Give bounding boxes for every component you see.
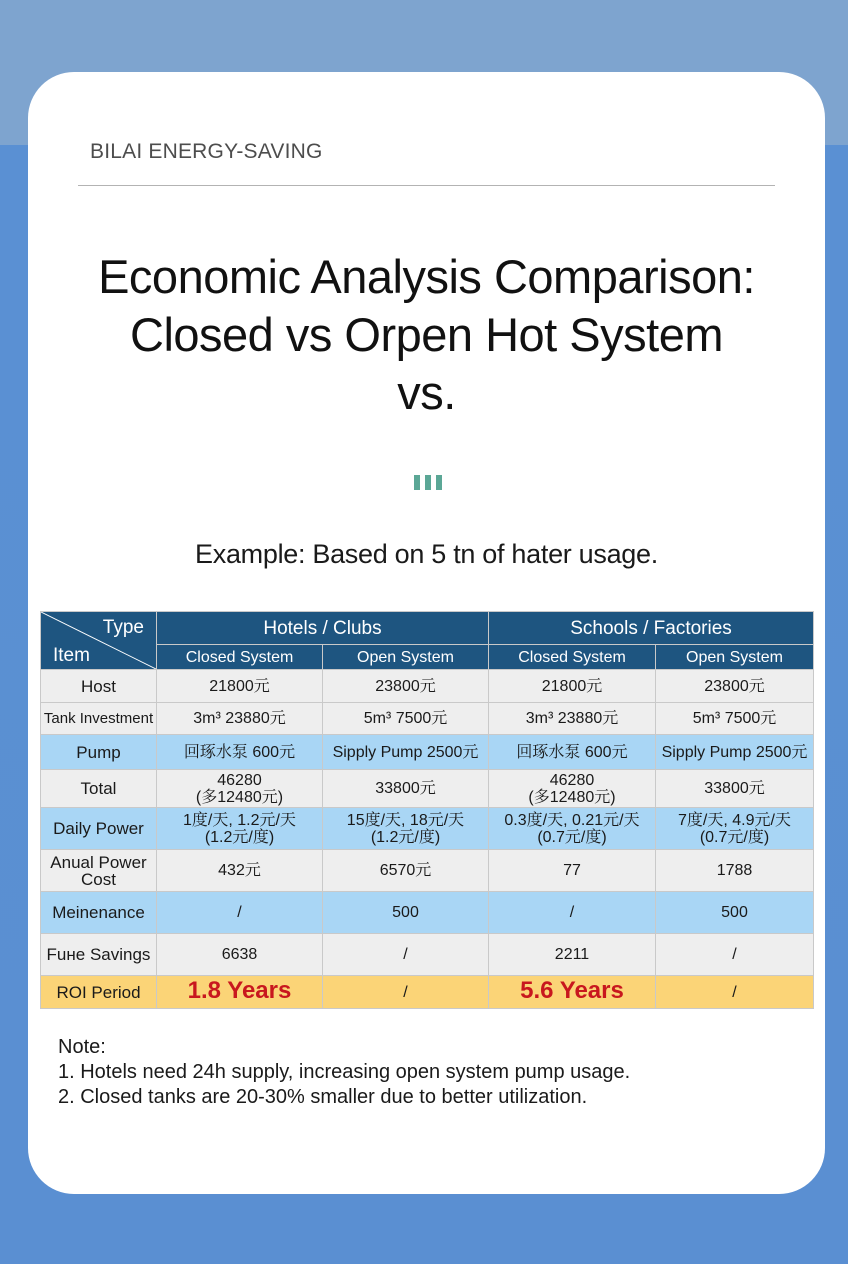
table-cell: 2211 bbox=[489, 934, 656, 976]
table-cell: 500 bbox=[656, 892, 814, 934]
table-cell: / bbox=[489, 892, 656, 934]
brand-divider bbox=[78, 185, 775, 186]
table-cell: 33800元 bbox=[656, 770, 814, 808]
example-text: Example: Based on 5 tn of hater usage. bbox=[195, 539, 658, 569]
table-cell: 21800元 bbox=[489, 670, 656, 703]
table-cell: Sipply Pump 2500元 bbox=[656, 735, 814, 770]
title-line-2: Closed vs Orpen Hot System bbox=[130, 308, 723, 361]
table-cell: 15度/天, 18元/天 (1.2元/度) bbox=[323, 808, 489, 850]
note-block bbox=[58, 1035, 630, 1110]
row-label-annual-power-cost: Anual Power Cost bbox=[41, 850, 157, 892]
table-cell: 432元 bbox=[157, 850, 323, 892]
bar-mark bbox=[414, 475, 420, 490]
bar-mark bbox=[425, 475, 431, 490]
subheader-schools-closed: Closed System bbox=[489, 645, 656, 670]
table-row bbox=[41, 703, 814, 735]
page-title bbox=[28, 248, 825, 422]
table-cell: 5m³ 7500元 bbox=[656, 703, 814, 735]
subheader-hotels-closed: Closed System bbox=[157, 645, 323, 670]
note-item: 1. Hotels need 24h supply, increasing open system pump usage. bbox=[58, 1061, 631, 1083]
group-header-hotels: Hotels / Clubs bbox=[157, 612, 489, 645]
table-row bbox=[41, 735, 814, 770]
table-cell: 7度/天, 4.9元/天 (0.7元/度) bbox=[656, 808, 814, 850]
table-cell: / bbox=[157, 892, 323, 934]
table-row bbox=[41, 808, 814, 850]
row-label-host: Host bbox=[41, 670, 157, 703]
corner-item-label: Item bbox=[53, 645, 90, 666]
table-cell: 500 bbox=[323, 892, 489, 934]
row-label-roi-period: ROI Period bbox=[41, 976, 157, 1009]
table-corner-header bbox=[41, 612, 157, 670]
row-label-total: Total bbox=[41, 770, 157, 808]
roi-highlight: 5.6 Years bbox=[520, 977, 624, 1004]
note-heading: Note: bbox=[58, 1036, 106, 1058]
table-row bbox=[41, 892, 814, 934]
table-cell: 23800元 bbox=[323, 670, 489, 703]
table-cell: 回琢水泵 600元 bbox=[489, 735, 656, 770]
table-cell: 回琢水泵 600元 bbox=[157, 735, 323, 770]
table-cell: 46280 (多12480元) bbox=[489, 770, 656, 808]
table-row-roi bbox=[41, 976, 814, 1009]
table-cell: 3m³ 23880元 bbox=[489, 703, 656, 735]
table-cell: / bbox=[656, 934, 814, 976]
table-cell: 46280 (多12480元) bbox=[157, 770, 323, 808]
table-cell: 3m³ 23880元 bbox=[157, 703, 323, 735]
corner-type-label: Type bbox=[102, 617, 144, 638]
title-line-1: Economic Analysis Comparison: bbox=[98, 250, 755, 303]
decorative-bars-icon bbox=[414, 475, 444, 491]
roi-value-schools-closed bbox=[489, 976, 656, 1009]
row-label-pump: Pump bbox=[41, 735, 157, 770]
table-cell: 77 bbox=[489, 850, 656, 892]
subheader-hotels-open: Open System bbox=[323, 645, 489, 670]
row-label-tank-investment: Tank Investment bbox=[41, 703, 157, 735]
note-item: 2. Closed tanks are 20-30% smaller due to better utilization. bbox=[58, 1086, 588, 1108]
table-row bbox=[41, 850, 814, 892]
table-cell: 1度/天, 1.2元/天 (1.2元/度) bbox=[157, 808, 323, 850]
table-row bbox=[41, 770, 814, 808]
title-line-3: vs. bbox=[397, 366, 456, 419]
table-cell: 23800元 bbox=[656, 670, 814, 703]
table-cell: / bbox=[323, 976, 489, 1009]
bar-mark bbox=[436, 475, 442, 490]
table-cell: 21800元 bbox=[157, 670, 323, 703]
table-row bbox=[41, 670, 814, 703]
row-label-daily-power: Daily Power bbox=[41, 808, 157, 850]
table-cell: 0.3度/天, 0.21元/天 (0.7元/度) bbox=[489, 808, 656, 850]
content-card bbox=[28, 72, 825, 1194]
table-cell: Sipply Pump 2500元 bbox=[323, 735, 489, 770]
subheader-schools-open: Open System bbox=[656, 645, 814, 670]
table-cell: / bbox=[323, 934, 489, 976]
table-row bbox=[41, 934, 814, 976]
brand-label: BILAI ENERGY-SAVING bbox=[90, 140, 323, 163]
table-cell: 33800元 bbox=[323, 770, 489, 808]
comparison-table bbox=[40, 611, 814, 1009]
table-cell: / bbox=[656, 976, 814, 1009]
table-cell: 1788 bbox=[656, 850, 814, 892]
roi-value-hotels-closed bbox=[157, 976, 323, 1009]
table-cell: 5m³ 7500元 bbox=[323, 703, 489, 735]
roi-highlight: 1.8 Years bbox=[187, 977, 292, 1004]
row-label-savings: Fuнe Savings bbox=[41, 934, 157, 976]
table-cell: 6570元 bbox=[323, 850, 489, 892]
table-cell: 6638 bbox=[157, 934, 323, 976]
row-label-maintenance: Meinenance bbox=[41, 892, 157, 934]
group-header-schools: Schools / Factories bbox=[489, 612, 814, 645]
